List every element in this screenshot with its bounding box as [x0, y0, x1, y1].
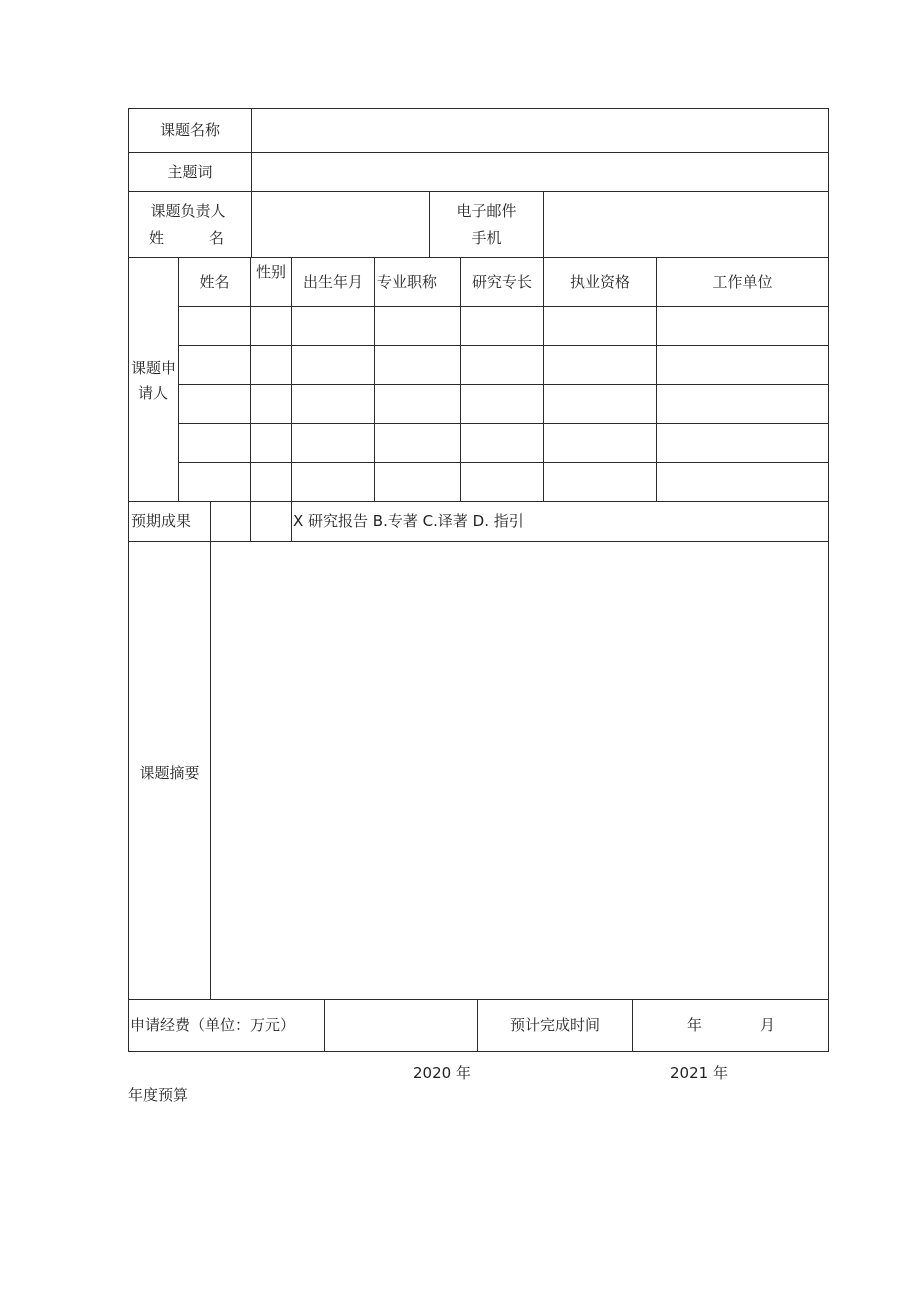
table-border-bottom [128, 1051, 829, 1052]
year-label: 年 [687, 1016, 703, 1034]
topic-name-field[interactable] [252, 109, 828, 152]
column-divider [250, 257, 251, 542]
completion-date-field[interactable] [633, 1000, 828, 1051]
column-header-specialty: 研究专长 [471, 273, 532, 291]
topic-name-label: 课题名称 [159, 121, 220, 139]
phone-label: 手机 [471, 229, 502, 247]
funding-amount-field[interactable] [325, 1000, 477, 1051]
column-divider [291, 257, 292, 542]
column-divider [374, 257, 375, 502]
keywords-label: 主题词 [167, 163, 213, 181]
column-header-title: 专业职称 [376, 273, 437, 291]
leader-label-line1: 课题负责人 [150, 202, 226, 220]
annual-budget-label: 年度预算 [128, 1086, 189, 1104]
applicant-label-line2: 请人 [138, 384, 169, 402]
row-divider [178, 345, 829, 346]
column-divider [543, 257, 544, 502]
row-divider [178, 306, 829, 307]
row-divider [128, 501, 829, 502]
abstract-label: 课题摘要 [139, 764, 200, 782]
row-divider [178, 462, 829, 463]
funding-label: 申请经费（单位：万元） [130, 1016, 296, 1034]
leader-label-line2: 姓 名 [149, 229, 225, 247]
keywords-field[interactable] [252, 153, 828, 191]
month-label: 月 [760, 1016, 776, 1034]
budget-year-2020: 2020 年 [413, 1064, 471, 1082]
row-divider [128, 257, 829, 258]
email-label: 电子邮件 [456, 202, 517, 220]
column-divider [178, 257, 179, 502]
row-divider [178, 423, 829, 424]
table-border-right [828, 108, 829, 1052]
column-header-qualification: 执业资格 [569, 273, 630, 291]
column-header-birth: 出生年月 [302, 273, 363, 291]
abstract-field[interactable] [211, 542, 828, 999]
completion-time-label: 预计完成时间 [509, 1016, 600, 1034]
leader-name-field[interactable] [252, 192, 429, 257]
column-header-name: 姓名 [199, 273, 230, 291]
budget-year-2021: 2021 年 [670, 1064, 728, 1082]
column-divider [656, 257, 657, 502]
column-divider [460, 257, 461, 502]
column-header-gender: 性别 [255, 263, 286, 281]
expected-results-label: 预期成果 [131, 512, 192, 530]
row-divider [178, 384, 829, 385]
table-border-left [128, 108, 129, 1052]
email-phone-field[interactable] [544, 192, 828, 257]
applicant-label-line1: 课题申 [131, 359, 177, 377]
column-header-workplace: 工作单位 [712, 273, 773, 291]
expected-results-options: X 研究报告 B.专著 C.译著 D. 指引 [293, 512, 524, 530]
